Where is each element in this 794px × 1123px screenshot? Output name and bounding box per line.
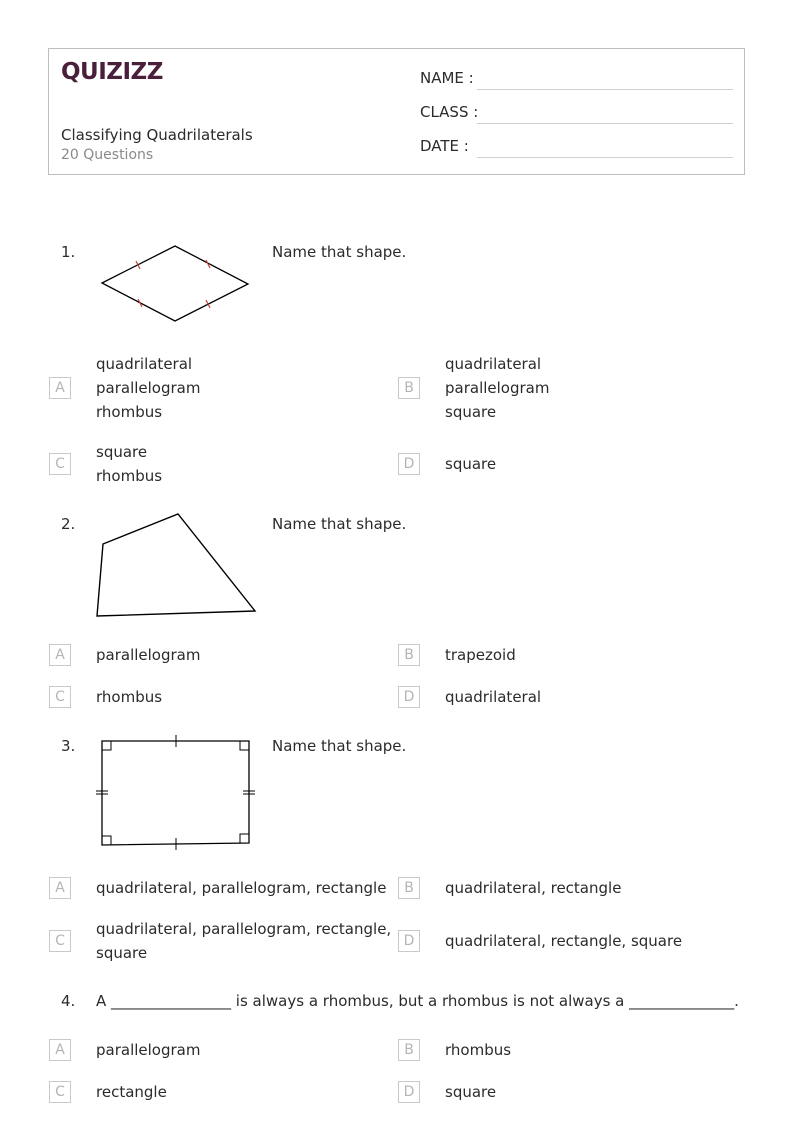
option-d-box[interactable]: D	[398, 1081, 420, 1103]
option-a-text[interactable]: parallelogram	[96, 1041, 201, 1059]
option-d-text[interactable]: quadrilateral, rectangle, square	[445, 932, 683, 950]
quizizz-logo: QUIZIZZ	[61, 59, 163, 85]
worksheet-title: Classifying Quadrilaterals	[61, 126, 253, 144]
option-d-text[interactable]: square	[445, 1083, 497, 1101]
class-field-line[interactable]	[477, 123, 733, 124]
date-label: DATE :	[420, 137, 469, 155]
question-number: 2.	[61, 515, 76, 533]
question-text: Name that shape.	[272, 737, 407, 755]
option-b-box[interactable]: B	[398, 377, 420, 399]
option-b-text[interactable]: quadrilateral parallelogram square	[445, 355, 550, 421]
option-d-box[interactable]: D	[398, 686, 420, 708]
option-a-box[interactable]: A	[49, 644, 71, 666]
option-c-box[interactable]: C	[49, 930, 71, 952]
option-a-text[interactable]: quadrilateral, parallelogram, rectangle	[96, 879, 387, 897]
option-a-box[interactable]: A	[49, 377, 71, 399]
option-d-text[interactable]: square	[445, 455, 497, 473]
option-c-box[interactable]: C	[49, 453, 71, 475]
option-d-box[interactable]: D	[398, 453, 420, 475]
option-b-text[interactable]: trapezoid	[445, 646, 516, 664]
option-c-box[interactable]: C	[49, 686, 71, 708]
rhombus-figure	[95, 240, 255, 328]
option-a-text[interactable]: quadrilateral parallelogram rhombus	[96, 355, 201, 421]
date-field-line[interactable]	[477, 157, 733, 158]
option-c-text[interactable]: quadrilateral, parallelogram, rectangle, square	[96, 920, 392, 962]
worksheet-header	[48, 48, 745, 175]
name-label: NAME :	[420, 69, 474, 87]
option-c-box[interactable]: C	[49, 1081, 71, 1103]
class-label: CLASS :	[420, 103, 479, 121]
question-count: 20 Questions	[61, 147, 154, 163]
option-c-text[interactable]: square rhombus	[96, 443, 163, 485]
question-number: 4.	[61, 992, 76, 1010]
option-b-box[interactable]: B	[398, 877, 420, 899]
option-a-box[interactable]: A	[49, 1039, 71, 1061]
question-text: Name that shape.	[272, 243, 407, 261]
quadrilateral-figure	[92, 510, 262, 622]
question-number: 1.	[61, 243, 76, 261]
option-d-text[interactable]: quadrilateral	[445, 688, 542, 706]
question-text: Name that shape.	[272, 515, 407, 533]
name-field-line[interactable]	[477, 89, 733, 90]
option-a-box[interactable]: A	[49, 877, 71, 899]
option-c-text[interactable]: rectangle	[96, 1083, 167, 1101]
option-b-text[interactable]: quadrilateral, rectangle	[445, 879, 622, 897]
option-b-text[interactable]: rhombus	[445, 1041, 512, 1059]
option-c-text[interactable]: rhombus	[96, 688, 163, 706]
option-a-text[interactable]: parallelogram	[96, 646, 201, 664]
option-d-box[interactable]: D	[398, 930, 420, 952]
option-b-box[interactable]: B	[398, 1039, 420, 1061]
option-b-box[interactable]: B	[398, 644, 420, 666]
question-number: 3.	[61, 737, 76, 755]
rectangle-figure	[93, 732, 259, 854]
question-text: A ________________ is always a rhombus, but a rhombus is not always a ______________.	[96, 992, 739, 1010]
